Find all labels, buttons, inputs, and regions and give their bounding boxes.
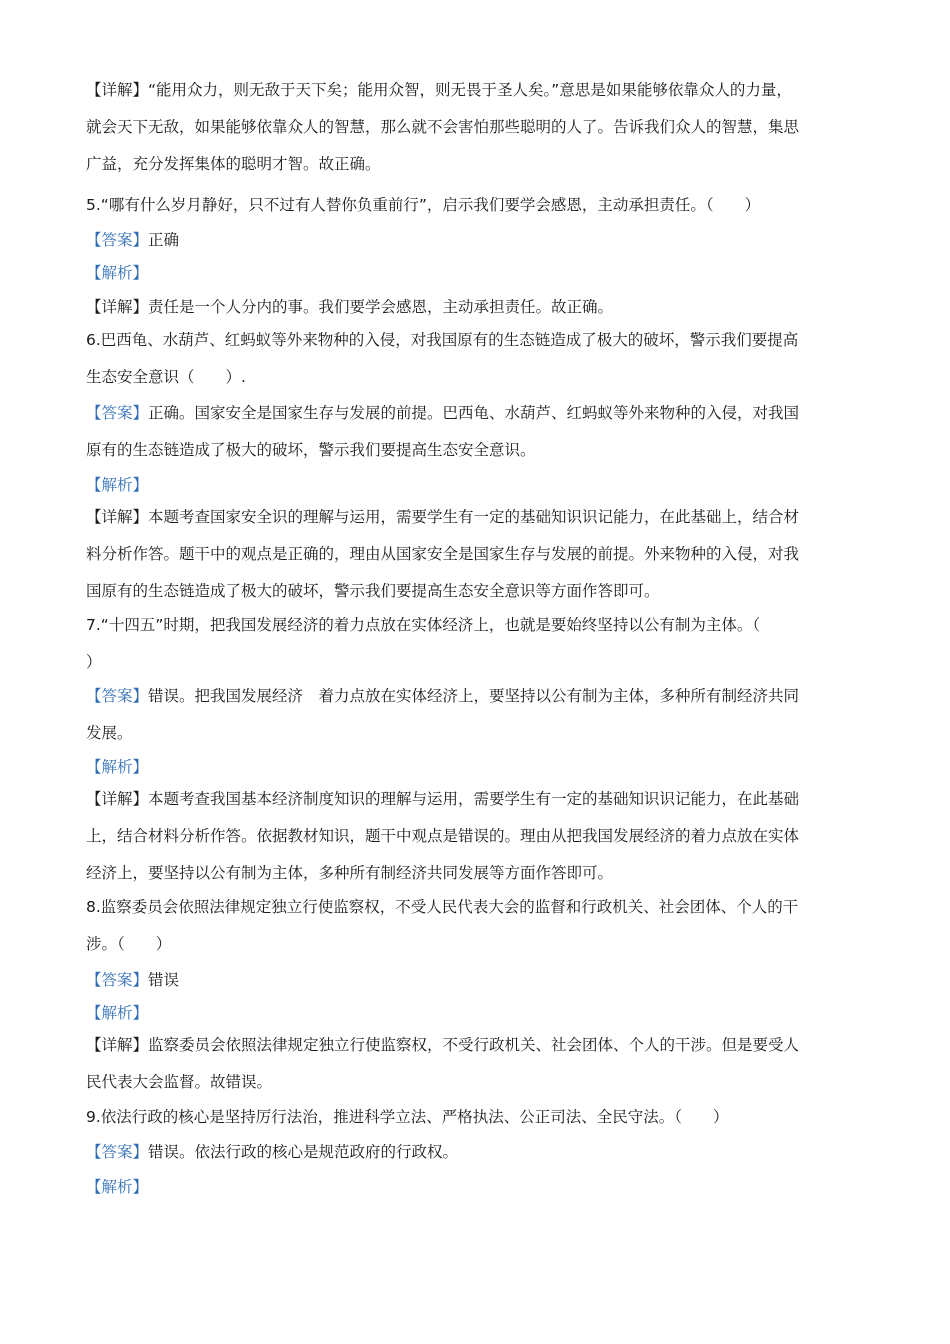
- line-text: 本题考查我国基本经济制度知识的理解与运用，需要学生有一定的基础知识识记能力，在此基础: [148, 790, 800, 808]
- question-item: [86, 1099, 876, 1136]
- line-text: “十四五”时期，把我国发展经济的着力点放在实体经济上，也就是要始终坚持以公有制为主体。（: [100, 616, 761, 634]
- line-text: 广益，充分发挥集体的聪明才智。故正确。: [86, 155, 381, 173]
- text-line: [86, 1064, 876, 1101]
- section-tag: 【解析】: [86, 1004, 149, 1022]
- line-text: 错误: [148, 971, 180, 989]
- text-line: [86, 289, 876, 326]
- question-number: 8.: [86, 898, 101, 916]
- section-tag: 【详解】: [86, 790, 149, 808]
- section-tag: 【解析】: [86, 758, 149, 776]
- text-line: [86, 715, 876, 752]
- text-line: [86, 678, 876, 715]
- text-line: [86, 222, 876, 259]
- line-text: “哪有什么岁月静好，只不过有人替你负重前行”，启示我们要学会感恩，主动承担责任。（ ）: [100, 196, 761, 214]
- text-line: [86, 499, 876, 536]
- section-tag: 【详解】: [86, 298, 149, 316]
- text-line: [86, 1027, 876, 1064]
- line-text: 原有的生态链造成了极大的破坏，警示我们要提高生态安全意识。: [86, 441, 536, 459]
- answer-paragraph: [86, 499, 876, 610]
- line-text: 监察委员会依照法律规定独立行使监察权，不受人民代表大会的监督和行政机关、社会团体、个人的干: [100, 898, 799, 916]
- text-line: [86, 855, 876, 892]
- question-item: [86, 322, 876, 396]
- text-line: [86, 255, 876, 292]
- section-tag: 【详解】: [86, 1036, 149, 1054]
- question-number: 7.: [86, 616, 101, 634]
- section-tag: 【答案】: [86, 231, 149, 249]
- question-number: 5.: [86, 196, 101, 214]
- section-tag: 【详解】: [86, 81, 149, 99]
- answer-paragraph: [86, 1027, 876, 1101]
- line-text: 就会天下无敌，如果能够依靠众人的智慧，那么就不会害怕那些聪明的人了。告诉我们众人的智慧，集思: [86, 118, 800, 136]
- text-line: [86, 607, 876, 644]
- question-item: [86, 607, 876, 681]
- line-text: 正确。国家安全是国家生存与发展的前提。巴西龟、水葫芦、红蚂蚁等外来物种的入侵，对我国: [148, 404, 800, 422]
- text-line: [86, 889, 876, 926]
- line-text: 依法行政的核心是坚持厉行法治，推进科学立法、严格执法、公正司法、全民守法。（ ）: [100, 1108, 729, 1126]
- text-line: [86, 72, 876, 109]
- question-item: [86, 889, 876, 963]
- section-tag: 【答案】: [86, 687, 149, 705]
- line-text: 巴西龟、水葫芦、红蚂蚁等外来物种的入侵，对我国原有的生态链造成了极大的破坏，警示我们要提高: [100, 331, 799, 349]
- section-tag: 【答案】: [86, 971, 149, 989]
- section-tag: 【解析】: [86, 1178, 149, 1196]
- section-tag: 【解析】: [86, 264, 149, 282]
- text-line: [86, 781, 876, 818]
- line-text: “能用众力，则无敌于天下矣；能用众智，则无畏于圣人矣。”意思是如果能够依靠众人的力量，: [148, 81, 792, 99]
- line-text: 料分析作答。题干中的观点是正确的，理由从国家安全是国家生存与发展的前提。外来物种的入侵，对我: [86, 545, 800, 563]
- text-line: [86, 109, 876, 146]
- line-text: ）: [86, 653, 102, 671]
- section-tag: 【答案】: [86, 404, 149, 422]
- text-line: [86, 1134, 876, 1171]
- text-line: [86, 926, 876, 963]
- section-tag: 【答案】: [86, 1143, 149, 1161]
- answer-paragraph: [86, 395, 876, 469]
- line-text: 本题考查国家安全识的理解与运用，需要学生有一定的基础知识识记能力，在此基础上，结合材: [148, 508, 800, 526]
- question-number: 9.: [86, 1108, 101, 1126]
- text-line: [86, 573, 876, 610]
- text-line: [86, 1099, 876, 1136]
- text-line: [86, 322, 876, 359]
- line-text: 错误。把我国发展经济 着力点放在实体经济上，要坚持以公有制为主体，多种所有制经济共同: [148, 687, 800, 705]
- text-line: [86, 536, 876, 573]
- line-text: 责任是一个人分内的事。我们要学会感恩，主动承担责任。故正确。: [148, 298, 614, 316]
- line-text: 民代表大会监督。故错误。: [86, 1073, 273, 1091]
- answer-paragraph: [86, 289, 876, 326]
- line-text: 经济上，要坚持以公有制为主体，多种所有制经济共同发展等方面作答即可。: [86, 864, 614, 882]
- line-text: 涉。（ ）: [86, 935, 172, 953]
- line-text: 发展。: [86, 724, 133, 742]
- line-text: 国原有的生态链造成了极大的破坏，警示我们要提高生态安全意识等方面作答即可。: [86, 582, 660, 600]
- line-text: 上，结合材料分析作答。依据教材知识，题干中观点是错误的。理由从把我国发展经济的着力点放在实体: [86, 827, 800, 845]
- question-number: 6.: [86, 331, 101, 349]
- line-text: 监察委员会依照法律规定独立行使监察权，不受行政机关、社会团体、个人的干涉。但是要受人: [148, 1036, 800, 1054]
- text-line: [86, 818, 876, 855]
- answer-paragraph: [86, 1134, 876, 1171]
- text-line: [86, 1169, 876, 1206]
- text-line: [86, 644, 876, 681]
- line-text: 正确: [148, 231, 180, 249]
- text-line: [86, 359, 876, 396]
- answer-paragraph: [86, 72, 876, 183]
- text-line: [86, 187, 876, 224]
- answer-paragraph: [86, 255, 876, 292]
- answer-paragraph: [86, 222, 876, 259]
- section-tag: 【解析】: [86, 476, 149, 494]
- answer-paragraph: [86, 962, 876, 999]
- section-tag: 【详解】: [86, 508, 149, 526]
- question-item: [86, 187, 876, 224]
- text-line: [86, 962, 876, 999]
- answer-paragraph: [86, 781, 876, 892]
- text-line: [86, 395, 876, 432]
- answer-paragraph: [86, 1169, 876, 1206]
- line-text: 错误。依法行政的核心是规范政府的行政权。: [148, 1143, 459, 1161]
- text-line: [86, 146, 876, 183]
- text-line: [86, 432, 876, 469]
- line-text: 生态安全意识（ ）.: [86, 368, 246, 386]
- answer-paragraph: [86, 678, 876, 752]
